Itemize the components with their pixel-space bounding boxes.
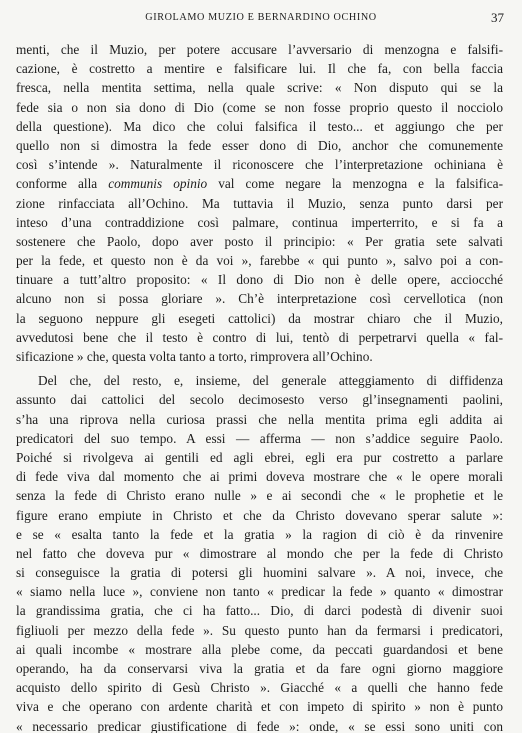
text-line: operando, ha da conservarsi viva la gratia et da fare ogni giorno maggiore <box>16 661 503 676</box>
text-line: cazione, è costretto a mentire e falsificare lui. Il che fa, con bella faccia <box>16 61 503 77</box>
text-line: quello non si dimostra la fede esser dono di Dio, anchor che comunemente <box>16 137 503 153</box>
text-line: sificazione » che, questa volta tanto a torto, rimprovera all’Ochino. <box>16 349 373 364</box>
text-line <box>16 174 503 193</box>
text-line: senza la fede di Christo erano nulle » e ai secondi che « le prophetie et le <box>16 488 503 504</box>
text-line: acquisto dello spirito di Gesù Christo ». Giacché « a quelli che hanno fede <box>16 680 503 696</box>
text-line: fresca, nella mentita settima, nella quale scrive: « Non disputo qui se la <box>16 80 503 96</box>
text-line: Poiché si rivolgeva ai gentili ed agli ebrei, egli era pur costretto a parlare <box>16 449 503 465</box>
page-number: 37 <box>491 10 504 25</box>
text-line: Del che, del resto, e, insieme, del generale atteggiamento di diffidenza <box>38 373 503 389</box>
running-head <box>18 10 504 28</box>
text-line: così s’intende ». Naturalmente il riconoscere che l’interpretazione ochiniana è <box>16 157 503 173</box>
text-line: nel fatto che doveva pur « dimostrare al mondo che per la fede di Christo <box>16 545 503 561</box>
text-line: ai quali incombe « mostrare alla plebe come, da peccati guardandosi et bene <box>16 641 503 657</box>
text-line: fede sia o non sia dono di Dio (come se non fosse proprio questo il nocciolo <box>16 99 503 115</box>
text-line-tail: val come negare la menzogna e la falsifica- <box>207 176 503 192</box>
text-line: figure erano empiute in Christo et che da Christo dovevano sperar salute »: <box>16 507 503 523</box>
text-line: zione rinfacciata all’Ochino. Ma tuttavia il Muzio, senza punto darsi per <box>16 195 503 211</box>
italic-phrase: communis opinio <box>108 176 208 192</box>
text-line: « siamo nella luce », conviene non tanto « predicar la fede » quanto « dimostrar <box>16 584 503 600</box>
text-line: si conseguisce la gratia di potersi gli huomini salvare ». A noi, invece, che <box>16 565 503 581</box>
text-line: la grandissima gratia, che ci ha fatto... Dio, di darci podestà di divenir suoi <box>16 603 503 619</box>
text-line: inteso d’una contraddizione così palmare, continua imperterrito, e si fa a <box>16 214 503 230</box>
text-line: alcuno non si possa gloriare ». Ch’è interpretazione così cervellotica (non <box>16 291 503 307</box>
text-line-head: conforme alla <box>16 176 109 192</box>
paragraph-1 <box>16 40 503 366</box>
text-line: s’ha una riprova nella curiosa prassi che nella mentita prima egli addita ai <box>16 411 503 427</box>
text-line: della questione). Ma dico che colui falsifica il testo... et aggiungo che per <box>16 118 503 134</box>
text-line: predicatori del suo tempo. A essi — afferma — non s’addice seguire Paolo. <box>16 430 503 446</box>
text-line: « necessario predicar giustificatione di fede »: onde, « se essi sono uniti con <box>16 718 503 733</box>
running-title: GIROLAMO MUZIO E BERNARDINO OCHINO <box>145 12 377 23</box>
text-line: sostenere che Paolo, dopo aver posto il principio: « Per gratia sete salvati <box>16 233 503 249</box>
text-line: avvedutosi bene che il testo è contro di lui, tentò di perpetrarvi quella « fal- <box>16 329 503 345</box>
text-line: viva e che operano con ardente charità et con impeto di spirito » non è punto <box>16 699 503 715</box>
body-text <box>16 40 503 733</box>
text-line: di fede viva dal momento che ai primi doveva mostrare che « le opere morali <box>16 469 503 485</box>
text-line: la seguono neppure gli esegeti cattolici) da mostrar chiaro che il Muzio, <box>16 310 503 326</box>
text-line: per la fede, et questo non è da voi », farebbe « qui punto », salvo poi a con- <box>16 253 503 269</box>
text-line: figliuoli per mezzo della fede ». Su questo punto han da fermarsi i predicatori, <box>16 622 503 638</box>
text-line: assunto dai cattolici del secolo decimosesto verso gl’insegnamenti paolini, <box>16 392 503 408</box>
text-line: tinuare a tutt’altro proposito: « Il dono di Dio non è delle opere, acciocché <box>16 272 503 288</box>
text-line: menti, che il Muzio, per potere accusare l’avversario di menzogna e falsifi- <box>16 42 503 57</box>
text-line: e se « esalta tanto la fede et la gratia » la ragion di ciò è da rinvenire <box>16 526 503 542</box>
paragraph-2 <box>16 371 503 733</box>
